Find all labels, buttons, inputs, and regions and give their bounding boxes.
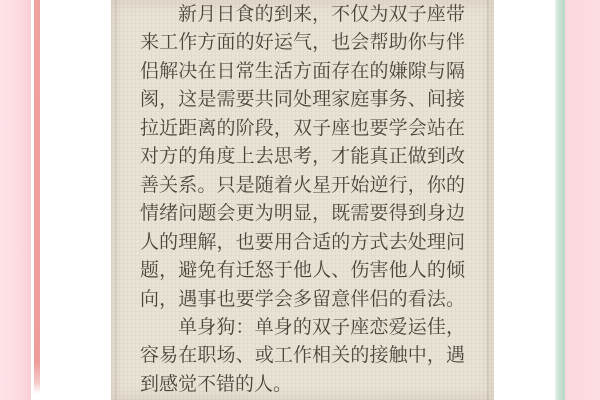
- mint-tape: [555, 0, 565, 400]
- paper-panel: [111, 0, 494, 400]
- text-line: 侣解决在日常生活方面存在的嫌隙与隔: [140, 59, 465, 82]
- text-line: 容易在职场、或工作相关的接触中，遇: [140, 344, 465, 367]
- horoscope-text-block: [140, 0, 465, 398]
- left-pink-tape: [0, 0, 31, 400]
- text-line: 题，避免有迁怒于他人、伤害他人的倾: [140, 259, 465, 282]
- text-line: 单身狗：单身的双子座恋爱运佳，: [178, 315, 465, 338]
- text-line: 善关系。只是随着火星开始逆行，你的: [140, 173, 465, 196]
- text-line: 阂，这是需要共同处理家庭事务、间接: [140, 88, 465, 111]
- text-line: 向，遇事也要学会多留意伴侣的看法。: [140, 287, 465, 310]
- salmon-accent-line: [34, 0, 40, 394]
- text-line: 人的理解，也要用合适的方式去处理问: [140, 230, 465, 253]
- right-pink-tape: [565, 0, 600, 400]
- text-line: 到感觉不错的人。: [140, 372, 293, 395]
- text-line: 对方的角度上去思考，才能真正做到改: [140, 145, 465, 168]
- text-line: 拉近距离的阶段，双子座也要学会站在: [140, 116, 465, 139]
- text-line: 来工作方面的好运气，也会帮助你与伴: [140, 31, 465, 54]
- text-line: 新月日食的到来，不仅为双子座带: [178, 3, 465, 25]
- text-line: 情绪问题会更为明显，既需要得到身边: [140, 202, 465, 225]
